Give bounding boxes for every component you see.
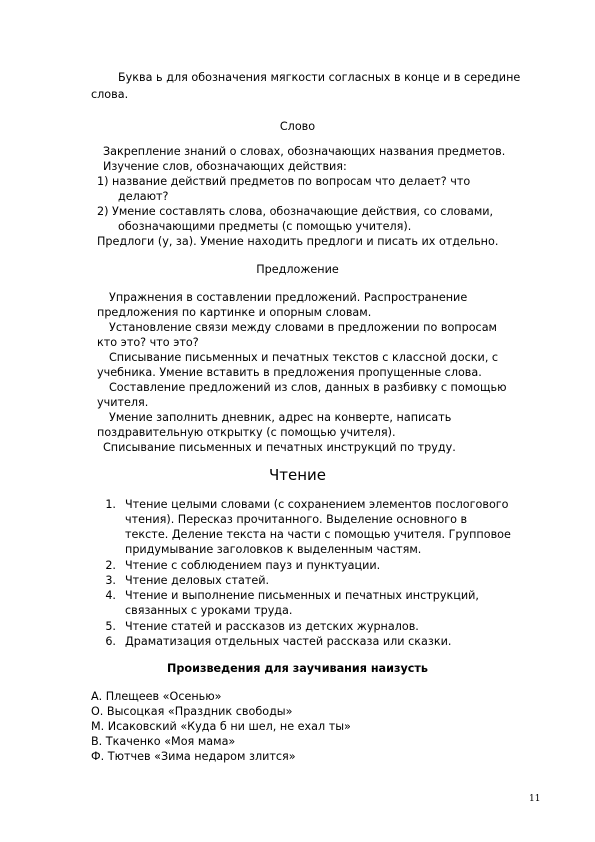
text-line: 2) Умение составлять слова, обозначающие действия, со словами, [97,205,494,218]
list-item-line: чтения). Пересказ прочитанного. Выделение основного в [125,513,468,526]
text-line: Списывание письменных и печатных текстов с классной доски, с [109,351,499,364]
work-item: М. Исаковский «Куда б ни шел, не ехал ты» [91,720,351,733]
list-item-line: Чтение целыми словами (с сохранением элементов послогового [125,498,509,511]
list-item-line: Драматизация отдельных частей рассказа или сказки. [125,635,452,648]
list-item-line: Чтение с соблюдением пауз и пунктуации. [125,559,381,572]
text-line: Составление предложений из слов, данных в разбивку с помощью [109,381,507,394]
text-line: кто это? что это? [97,336,199,349]
list-number: 5. [105,620,116,633]
list-number: 6. [105,635,116,648]
text-line: Предлоги (у, за). Умение находить предлоги и писать их отдельно. [97,235,499,248]
section-heading-slovo: Слово [279,120,316,133]
text-line: учителя. [97,396,149,409]
text-line: Упражнения в составлении предложений. Распространение [109,291,468,304]
text-line: учебника. Умение вставить в предложения пропущенные слова. [97,366,482,379]
work-item: Ф. Тютчев «Зима недаром злится» [91,750,296,763]
list-number: 3. [105,574,116,587]
list-item-line: Чтение и выполнение письменных и печатных инструкций, [125,589,479,602]
text-line: поздравительную открытку (с помощью учителя). [97,426,396,439]
text-line: обозначающими предметы (с помощью учителя). [118,220,412,233]
list-item-line: придумывание заголовков к выделенным частям. [125,543,422,556]
section-heading-predlozhenie: Предложение [256,263,339,276]
intro-line: Буква ь для обозначения мягкости согласных в конце и в середине [118,71,521,84]
text-line: Списывание письменных и печатных инструкций по труду. [103,441,456,454]
list-item-line: тексте. Деление текста на части с помощью учителя. Групповое [125,528,511,541]
section-heading-chtenie: Чтение [268,466,327,484]
work-item: А. Плещеев «Осенью» [91,690,222,703]
page-number: 11 [529,794,541,804]
list-number: 1. [105,498,116,511]
list-number: 2. [105,559,116,572]
work-item: В. Ткаченко «Моя мама» [91,735,236,748]
text-line: Закрепление знаний о словах, обозначающих названия предметов. [103,145,506,158]
intro-line: слова. [91,88,129,101]
list-item-line: связанных с уроками труда. [125,604,293,617]
text-line: Установление связи между словами в предложении по вопросам [109,321,497,334]
text-line: предложения по картинке и опорным словам. [97,306,372,319]
list-number: 4. [105,589,116,602]
list-item-line: Чтение статей и рассказов из детских журналов. [125,620,419,633]
text-line: 1) название действий предметов по вопросам что делает? что [97,175,471,188]
text-line: Изучение слов, обозначающих действия: [103,160,347,173]
text-line: Умение заполнить дневник, адрес на конверте, написать [109,411,452,424]
work-item: О. Высоцкая «Праздник свободы» [91,705,293,718]
list-item-line: Чтение деловых статей. [125,574,270,587]
section-heading-works: Произведения для заучивания наизусть [167,662,428,675]
text-line: делают? [118,190,169,203]
